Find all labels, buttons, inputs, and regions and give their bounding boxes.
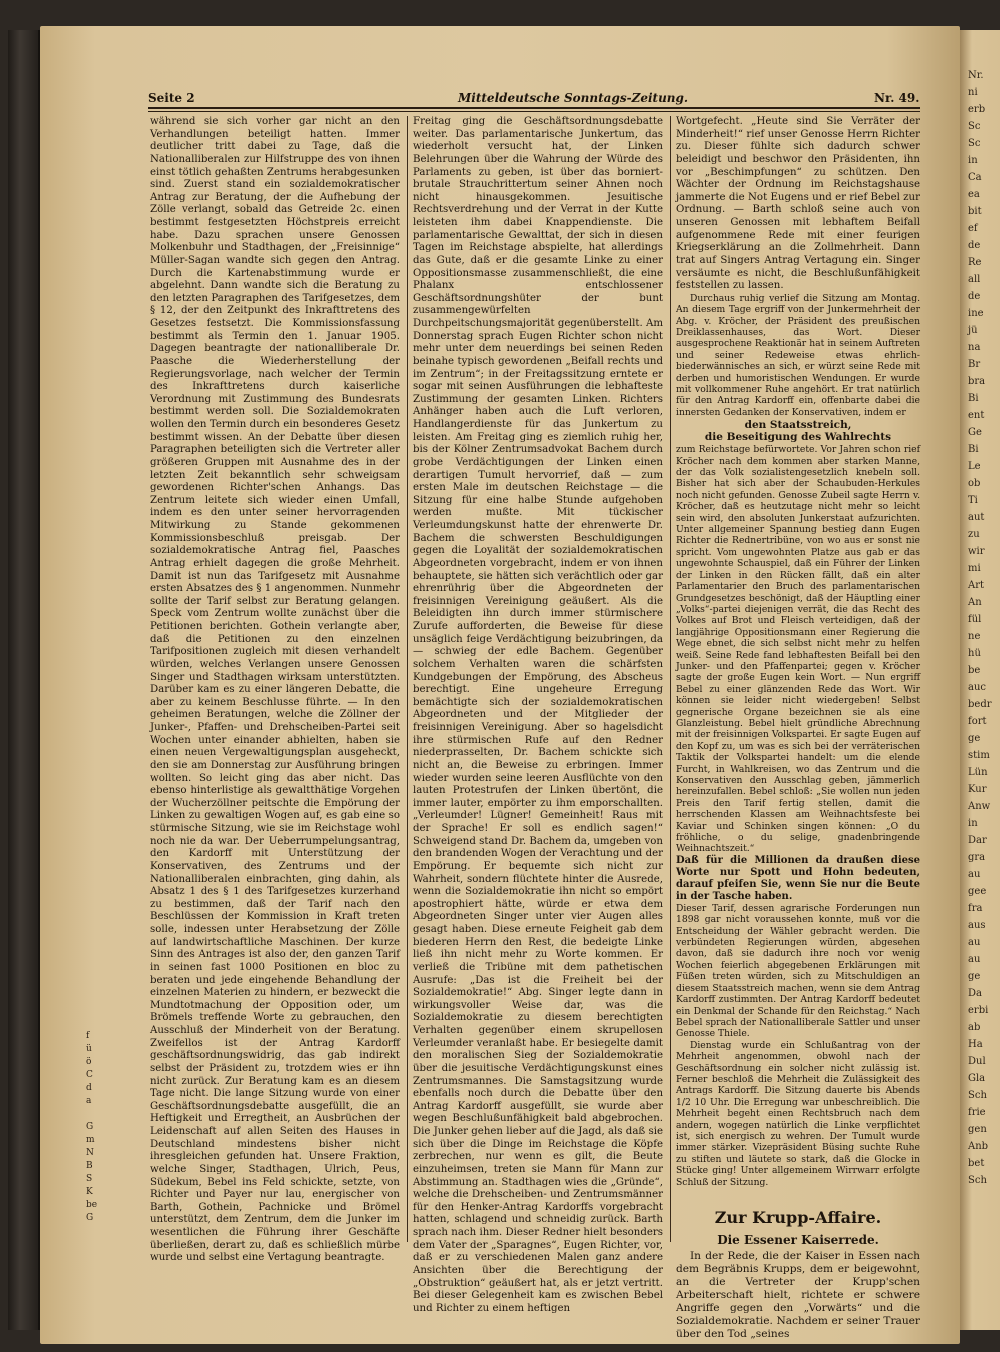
left-margin-fragment <box>86 1108 100 1121</box>
facing-page-fragment: ent <box>968 410 985 421</box>
book-binding <box>8 30 40 1330</box>
facing-page-fragment: An <box>968 597 982 608</box>
facing-page-fragment: Sc <box>968 138 981 149</box>
facing-page-fragment: Ca <box>968 172 982 183</box>
facing-page-fragment: auc <box>968 682 987 693</box>
header-rule-thin <box>148 111 920 112</box>
facing-page-fragment: stim <box>968 750 990 761</box>
facing-page-fragment: au <box>968 937 981 948</box>
facing-page-fragment: fra <box>968 903 983 914</box>
column-3-text-e: Dienstag wurde ein Schlußantrag von der Mehrheit angenommen, obwohl nach der Geschäftsordnung ein solcher nicht zulässig ist. Ferner beschloß die Mehrheit die Zulässigkeit des Antrags Kardorff. Die Sitzung dauerte bis Abends 1/2 10 Uhr. Die Erregung war unbeschreiblich. Die Mehrheit begeht einen Rechtsbruch nach dem andern, wogegen natürlich die Linke verpflichtet ist, sich energisch zu wehren. Der Tumult wurde immer stärker. Vizepräsident Büsing suchte Ruhe zu stiften und läutete so stark, daß die Glocke in Stücke ging! Unter allgemeinem Wirrwarr erfolgte Schluß der Sitzung. <box>676 1039 920 1188</box>
column-divider-2 <box>670 116 671 1242</box>
left-margin-fragment: B <box>86 1161 93 1171</box>
article-column-1 <box>150 116 400 1264</box>
facing-page-fragment: Anw <box>968 801 991 812</box>
column-divider-1 <box>407 116 408 1242</box>
facing-page-fragment: Sch <box>968 1090 987 1101</box>
facing-page-fragment: Ge <box>968 427 982 438</box>
facing-page-fragment: gen <box>968 1124 987 1135</box>
left-margin-fragments <box>86 1030 100 1225</box>
column-1-text: während sie sich vorher gar nicht an den Verhandlungen beteiligt hatten. Immer deutlicher tritt dabei zu Tage, daß die Nationalliberalen zur Hilfstruppe des von ihnen einst tötlich gehaßten Zentrums herabgesunken sind. Zuerst stand ein sozialdemokratischer Antrag zur Beratung, der die Aufhebung der Zölle verlangt, sobald das Getreide 2c. einen bestimmt festgesetzten Höchstpreis erreicht habe. Dazu sprachen unsere Genossen Molkenbuhr und Stadthagen, der „Freisinnige“ Müller-Sagan wandte sich gegen den Antrag. Durch die Kartenabstimmung wurde er abgelehnt. Dann wandte sich die Beratung zu den letzten Paragraphen des Tarifgesetzes, dem § 12, der den Zeitpunkt des Inkrafttretens des Gesetzes festsetzt. Die Kommissionsfassung bestimmt als Termin den 1. Januar 1905. Dagegen beantragte der nationalliberale Dr. Paasche die Wiederherstellung der Regierungsvorlage, nach welcher der Termin des Inkrafttretens durch kaiserliche Verordnung mit Zustimmung des Bundesrats bestimmt werden soll. Die Sozialdemokraten wollen den Termin durch ein besonderes Gesetz bestimmt wissen. An der Debatte über diesen Paragraphen beteiligten sich die Vertreter aller größeren Gruppen mit Ausnahme des in der letzten Zeit bekanntlich sehr schweigsam gewordenen Richter'schen Anhangs. Das Zentrum leitete sich wieder einen Umfall, indem es den unter seiner hervorragenden Mitwirkung zu Stande gekommenen Kommissionsbeschluß preisgab. Der sozialdemokratische Antrag fiel, Paasches Antrag erhielt dagegen die große Mehrheit. Damit ist nun das Tarifgesetz mit Ausnahme ersten Absatzes des § 1 angenommen. Nunmehr sollte der Tarif selbst zur Beratung gelangen. Speck vom Zentrum wollte zunächst über die Petitionen berichten. Gothein verlangte aber, daß die Petitionen zu den einzelnen Tarifpositionen zugleich mit diesen verhandelt würden, welches Verlangen unsere Genossen Singer und Stadthagen wirksam unterstützten. Darüber kam es zu einer längeren Debatte, die aber zu keinem Beschlusse führte. — In den geheimen Beratungen, welche die Zöllner der Junker-, Pfaffen- und Drehscheiben-Partei seit Wochen unter einander abhielten, haben sie einen neuen Vergewaltigungsplan ausgeheckt, den sie am Donnerstag zur Ausführung bringen wollten. So leicht ging das aber nicht. Das ebenso hinterlistige als gewaltthätige Vorgehen der Wucherzöllner peitschte die Empörung der Linken zu gewaltigen Wogen auf, es gab eine so stürmische Sitzung, wie sie im Reichstage wohl noch nie da war. Der Ueberrumpelungsantrag, den Kardorff mit Unterstützung der Konservativen, des Zentrums und der Nationalliberalen einbrachten, ging dahin, als Absatz 1 des § 1 des Tarifgesetzes kurzerhand zu bestimmen, daß der Tarif nach den Beschlüssen der Kommission in Kraft treten solle, indessen unter Herabsetzung der Zölle auf landwirtschaftliche Maschinen. Der kurze Sinn des Antrages ist also der, den ganzen Tarif in seinen fast 1000 Positionen en bloc zu beraten und jede eingehende Behandlung der einzelnen Materien zu hindern, er bezweckt die Mundtotmachung der Opposition oder, um Brömels treffende Worte zu gebrauchen, den Ausschluß der Minderheit von der Beratung. Zweifellos ist der Antrag Kardorff geschäftsordnungswidrig, das gab indirekt selbst der Präsident zu, trotzdem wies er ihn nicht zurück. Zur Beratung kam es an diesem Tage nicht. Die lange Sitzung wurde von einer Geschäftsordnungsdebatte ausgefüllt, die an Heftigkeit und Erregtheit, an Ausbrüchen der Leidenschaft auf allen Seiten des Hauses in Deutschland mindestens bisher nicht ihresgleichen gefunden hat. Unsere Fraktion, welche Singer, Stadthagen, Ulrich, Peus, Südekum, Bebel ins Feld schickte, setzte, von Richter und Payer nur lau, energischer von Barth, Gothein, Pachnicke und Brömel unterstützt, dem Zentrum, dem die Junker im wesentlichen die Führung ihrer Geschäfte überließen, derart zu, daß es schließlich mürbe wurde und selbst eine Vertagung beantragte. <box>150 116 400 1264</box>
facing-page-fragment: gee <box>968 886 987 897</box>
facing-page-fragment: Ha <box>968 1039 983 1050</box>
facing-page-fragment: ef <box>968 223 978 234</box>
facing-page-fragment: Dul <box>968 1056 986 1067</box>
left-margin-fragment: N <box>86 1148 94 1158</box>
facing-page-fragment: bet <box>968 1158 985 1169</box>
facing-page-fragment: be <box>968 665 981 676</box>
facing-page-fragment: ne <box>968 631 981 642</box>
issue-number: Nr. 49. <box>874 91 920 105</box>
facing-page-fragment: Art <box>968 580 985 591</box>
facing-page-fragment: au <box>968 954 981 965</box>
facing-page-fragment: Re <box>968 257 982 268</box>
page-number: Seite 2 <box>148 91 195 105</box>
left-margin-fragment: G <box>86 1122 94 1132</box>
left-margin-fragment: be <box>86 1200 98 1210</box>
left-margin-fragment: K <box>86 1187 93 1197</box>
facing-page-fragment: bedr <box>968 699 992 710</box>
facing-page-fragment: frie <box>968 1107 986 1118</box>
facing-page-fragment: Sch <box>968 1175 987 1186</box>
facing-page-fragment: in <box>968 155 978 166</box>
facing-page-fragment: ni <box>968 87 978 98</box>
facing-page-fragment: gra <box>968 852 986 863</box>
facing-page-fragment: Anb <box>968 1141 989 1152</box>
facing-page-fragment: de <box>968 291 981 302</box>
facing-page-fragment: Ti <box>968 495 978 506</box>
article-column-3 <box>676 116 920 1340</box>
facing-page-fragment: fül <box>968 614 982 625</box>
column-3-text-b: Durchaus ruhig verlief die Sitzung am Montag. An diesem Tage ergriff von der Junkermehrheit der Abg. v. Kröcher, der Präsident des preußischen Dreiklassenhauses, das Wort. Dieser ausgesprochene Reaktionär hat in seinem Auftreten und seiner Redeweise etwas ehrlich-biederwännisches an sich, er würzt seine Rede mit derben und humoristischen Wendungen. Er wurde mit vollkommener Ruhe angehört. Er trat natürlich für den Antrag Kardorff ein, offenbarte dabei die innersten Gedanken der Konservativen, indem er <box>676 292 920 418</box>
facing-page-fragment: fort <box>968 716 987 727</box>
facing-page-fragment: Sc <box>968 121 981 132</box>
subhead-staatsstreich: den Staatsstreich, <box>744 419 852 432</box>
left-margin-fragment: f <box>86 1031 90 1041</box>
facing-page-fragment: ine <box>968 308 984 319</box>
article-column-2 <box>413 116 663 1314</box>
facing-page-fragment: ab <box>968 1022 981 1033</box>
column-3-text-a: Wortgefecht. „Heute sind Sie Verräter der Minderheit!“ rief unser Genosse Herrn Richter zu. Dieser fühlte sich dadurch schwer beleidigt und beschwor den Präsidenten, ihn vor „Beschimpfungen“ zu schützen. Den Wächter der Ordnung im Reichstagshause jammerte die Not Eugens und er rief Bebel zur Ordnung. — Barth schloß seine auch von unseren Genossen mit lebhaftem Beifall aufgenommene Rede mit einer feurigen Kriegserklärung an die Zollmehrheit. Dann trat auf Singers Antrag Vertagung ein. Singer versäumte es nicht, die Beschlußunfähigkeit feststellen zu lassen. <box>676 116 920 292</box>
facing-page-fragment: hü <box>968 648 981 659</box>
column-3-text-d: Dieser Tarif, dessen agrarische Forderungen nun 1898 gar nicht voraussehen konnte, muß vor die Entscheidung der Wähler gebracht werden. Die verbündeten Regierungen würden, abgesehen davon, daß sie dadurch ihre noch vor wenig Wochen feierlich abgegebenen Erklärungen mit Füßen treten würden, sich zu Mitschuldigen an diesem Staatsstreich machen, wenn sie dem Antrag Kardorff zustimmten. Der Antrag Kardorff bedeutet ein Denkmal der Schande für den Reichstag.“ Nach Bebel sprach der Nationalliberale Sattler und unser Genosse Thiele. <box>676 902 920 1040</box>
facing-page-fragment: Bi <box>968 444 979 455</box>
facing-page-fragment: jü <box>968 325 978 336</box>
facing-page-fragment: mi <box>968 563 981 574</box>
newspaper-title: Mitteldeutsche Sonntags-Zeitung. <box>458 91 689 105</box>
facing-page-fragment: Da <box>968 988 982 999</box>
facing-page-fragment: ob <box>968 478 981 489</box>
facing-page-fragment: ge <box>968 971 981 982</box>
facing-page-fragment: Bi <box>968 393 979 404</box>
facing-page-fragment: wir <box>968 546 985 557</box>
left-margin-fragment: d <box>86 1083 92 1093</box>
left-margin-fragment: ö <box>86 1057 92 1067</box>
facing-page-fragment: Br <box>968 359 981 370</box>
left-margin-fragment: a <box>86 1096 92 1106</box>
subhead-wahlrecht: die Beseitigung des Wahlrechts <box>704 431 892 444</box>
left-margin-fragment: ü <box>86 1044 92 1054</box>
facing-page-fragment: au <box>968 869 981 880</box>
facing-page-fragment: Dar <box>968 835 987 846</box>
left-margin-fragment: G <box>86 1213 94 1223</box>
facing-page-fragment: bra <box>968 376 986 387</box>
facing-page-fragment: aut <box>968 512 985 523</box>
facing-page-fragment: Gla <box>968 1073 986 1084</box>
header-rule <box>148 107 920 109</box>
facing-page-fragment: all <box>968 274 981 285</box>
column-3-text-f: In der Rede, die der Kaiser in Essen nach dem Begräbnis Krupps, dem er beigewohnt, an die Vertreter der Krupp'schen Arbeiterschaft hielt, richtete er schwere Angriffe gegen den „Vorwärts“ und die Sozialdemokratie. Nachdem er seiner Trauer über den Tod „seines <box>676 1250 920 1340</box>
column-3-bold-quote: Daß für die Millionen da draußen diese Worte nur Spott und Hohn bedeuten, darauf pfeifen Sie, wenn Sie nur die Beute in der Tasche haben. <box>676 854 920 902</box>
facing-page-fragment: bit <box>968 206 982 217</box>
facing-page-fragment: in <box>968 818 978 829</box>
headline-krupp: Zur Krupp-Affaire. <box>714 1208 882 1227</box>
left-margin-fragment: m <box>86 1135 95 1145</box>
facing-page-fragment: Le <box>968 461 981 472</box>
facing-page-fragment: erb <box>968 104 986 115</box>
column-2-text: Freitag ging die Geschäftsordnungsdebatte weiter. Das parlamentarische Junkertum, das wiederholt versucht hat, der Linken Belehrungen über die Wahrung der Würde des Parlaments zu geben, ist über das borniert-brutale Strauchrittertum seiner Ahnen noch nicht hinausgekommen. Jesuitische Rechtsverdrehung und der Verrat in der Kutte leisteten ihm dabei Knappendienste. Die parlamentarische Gewalttat, der sich in diesen Tagen im Reichstage abspielte, hat allerdings das Gute, daß er die gesamte Linke zu einer Oppositionsmasse zusammenschließt, die eine Phalanx entschlossener Geschäftsordnungshüter der bunt zusammengewürfelten Durchpeitschungsmajorität gegenüberstellt. Am Donnerstag sprach Eugen Richter schon nicht mehr unter dem neuerdings bei seinen Reden beinahe typisch gewordenen „Beifall rechts und im Zentrum“; in der Freitagssitzung erntete er sogar mit seinen Ausführungen die lebhafteste Zustimmung der gesamten Linken. Richters Anhänger haben auch die Luft verloren, Handlangerdienste für das Junkertum zu leisten. Am Freitag ging es ziemlich ruhig her, bis der Kölner Zentrumsadvokat Bachem durch grobe Verdächtigungen der Linken einen derartigen Tumult hervorrief, daß — zum ersten Male im deutschen Reichstage — die Sitzung für eine halbe Stunde aufgehoben werden mußte. Mit tückischer Verleumdungskunst hatte der ehrenwerte Dr. Bachem die schwersten Beschuldigungen gegen die Loyalität der sozialdemokratischen Abgeordneten vorgebracht, indem er von ihnen behauptete, sie hätten sich verächtlich oder gar ehrenrührig über die Abgeordneten der freisinnigen Vereinigung geäußert. Als die Beleidigten ihn durch immer stürmischere Zurufe aufforderten, die Beweise für diese unsäglich feige Verdächtigung beizubringen, da — schwieg der edle Bachem. Gegenüber solchem Verhalten waren die schärfsten Kundgebungen der Empörung, des Abscheus berechtigt. Eine ungeheure Erregung bemächtigte sich der sozialdemokratischen Abgeordneten und der Mitglieder der freisinnigen Vereinigung. Aber so hagelsdicht ihre stürmischen Rufe auf den Redner niederprasselten, Dr. Bachem schickte sich nicht an, die Beweise zu erbringen. Immer wieder wurden seine leeren Ausflüchte von den lauten Protestrufen der Linken übertönt, die immer lauter, empörter zu ihm emporschallten. „Verleumder! Lügner! Gemeinheit! Raus mit der Sprache! Er soll es endlich sagen!“ Schweigend stand Dr. Bachem da, umgeben von den brandenden Wogen der Verachtung und der Empörung. Er bequemte sich nicht zur Wahrheit, sondern flüchtete hinter die Ausrede, wenn die Sozialdemokratie ihn nicht so empört apostrophiert hätte, würde er etwa dem Abgeordneten Singer unter vier Augen alles gesagt haben. Diese erneute Feigheit gab dem biederen Herrn den Rest, die bedeigte Linke ließ ihn nicht mehr zu Worte kommen. Er verließ die Tribüne mit dem pathetischen Ausrufe: „Das ist die Freiheit bei der Sozialdemokratie!“ Abg. Singer legte dann in wirkungsvoller Weise dar, was die Sozialdemokratie zu diesem berechtigten Verhalten gegenüber einem skrupellosen Verleumder veranlaßt habe. Er besiegelte damit den moralischen Sieg der Sozialdemokratie über die jesuitische Verdächtigungskunst eines Zentrumsmannes. Die Samstagsitzung wurde ebenfalls noch durch die Debatte über den Antrag Kardorff ausgefüllt, sie wurde aber wegen Beschlußunfähigkeit bald abgebrochen. Die Junker gehen lieber auf die Jagd, als daß sie sich über die Dinge im Reichstage die Köpfe zerbrechen, nur wenn es gilt, die Beute einzuheimsen, treten sie Mann für Mann zur Abstimmung an. Stadthagen wies die „Gründe“, welche die Drehscheiben- und Zentrumsmänner für den Henker-Antrag Kardorffs vorgebracht hatten, schlagend und schneidig zurück. Barth sprach nach ihm. Dieser Redner hielt besonders dem Vater der „Sparagnes“, Eugen Richter, vor, daß er zu verschiedenen Malen ganz andere Ansichten über die Berechtigung der „Obstruktion“ geäußert hat, als er jetzt vertritt. Bei dieser Gelegenheit kam es zwischen Bebel und Richter zu einem heftigen <box>413 116 663 1314</box>
facing-page-fragment: Nr. <box>968 70 984 81</box>
facing-page-fragment: ge <box>968 733 981 744</box>
column-3-text-c: zum Reichstage befürwortete. Vor Jahren schon rief Kröcher nach dem kommen aber starken Manne, der das Volk sozialistengesetzlich knebeln soll. Bisher hat sich aber der Schaubuden-Herkules noch nicht gefunden. Genosse Zubeil sagte Herrn v. Kröcher, daß es heutzutage nicht mehr so leicht sein wird, den absoluten Junkerstaat aufzurichten. Unter allgemeiner Spannung bestieg dann Eugen Richter die Rednertribüne, von wo aus er sonst nie spricht. Vom ungewohnten Platze aus gab er das ungewohnte Schauspiel, daß ein Führer der Linken der Linken in den Rücken fällt, daß ein alter Parlamentarier den Bruch des parlamentarischen Grundgesetzes beschönigt, daß der Häuptling einer „Volks“-partei diejenigen verrät, die das Recht des Volkes auf Brot und Fleisch verteidigen, daß der langjährige Oppositionsmann einer Regierung die Wege ebnet, die sich selbst nicht mehr zu helfen weiß. Seine Rede fand lebhaftesten Beifall bei den Junker- und den Pfaffenpartei; gegen v. Kröcher sagte der große Eugen kein Wort. — Nun ergriff Bebel zu einer glänzenden Rede das Wort. Wir können sie leider nicht wiedergeben! Selbst gegnerische Organe bezeichnen sie als eine Glanzleistung. Bebel hielt gründliche Abrechnung mit der freisinnigen Volkspartei. Er sagte Eugen auf den Kopf zu, um was es sich bei der verräterischen Taktik der Volkspartei handelt: um die elende Furcht, in Wahlkreisen, wo das Zentrum und die Konservativen den Ausschlag geben, jämmerlich hereinzufallen. Bebel schloß: „Sie wollen nun jeden Preis den Tarif fertig stellen, damit die herrschenden Klassen am Weihnachtsfeste bei Kaviar und Schinken singen können: „O du fröhliche, o du selige, gnadenbringende Weihnachtszeit.“ <box>676 444 920 855</box>
facing-page-fragment: Lün <box>968 767 988 778</box>
left-margin-fragment: S <box>86 1174 93 1184</box>
subheadline-essen: Die Essener Kaiserrede. <box>717 1233 879 1247</box>
facing-page-fragment: aus <box>968 920 986 931</box>
facing-page-fragment: zu <box>968 529 980 540</box>
left-margin-fragment: C <box>86 1070 93 1080</box>
facing-page-fragment: de <box>968 240 981 251</box>
facing-page-edge <box>960 30 1000 1330</box>
facing-page-fragment: na <box>968 342 981 353</box>
page-header <box>148 88 920 108</box>
facing-page-fragment: ea <box>968 189 980 200</box>
facing-page-fragment: Kur <box>968 784 987 795</box>
facing-page-fragment: erbi <box>968 1005 989 1016</box>
